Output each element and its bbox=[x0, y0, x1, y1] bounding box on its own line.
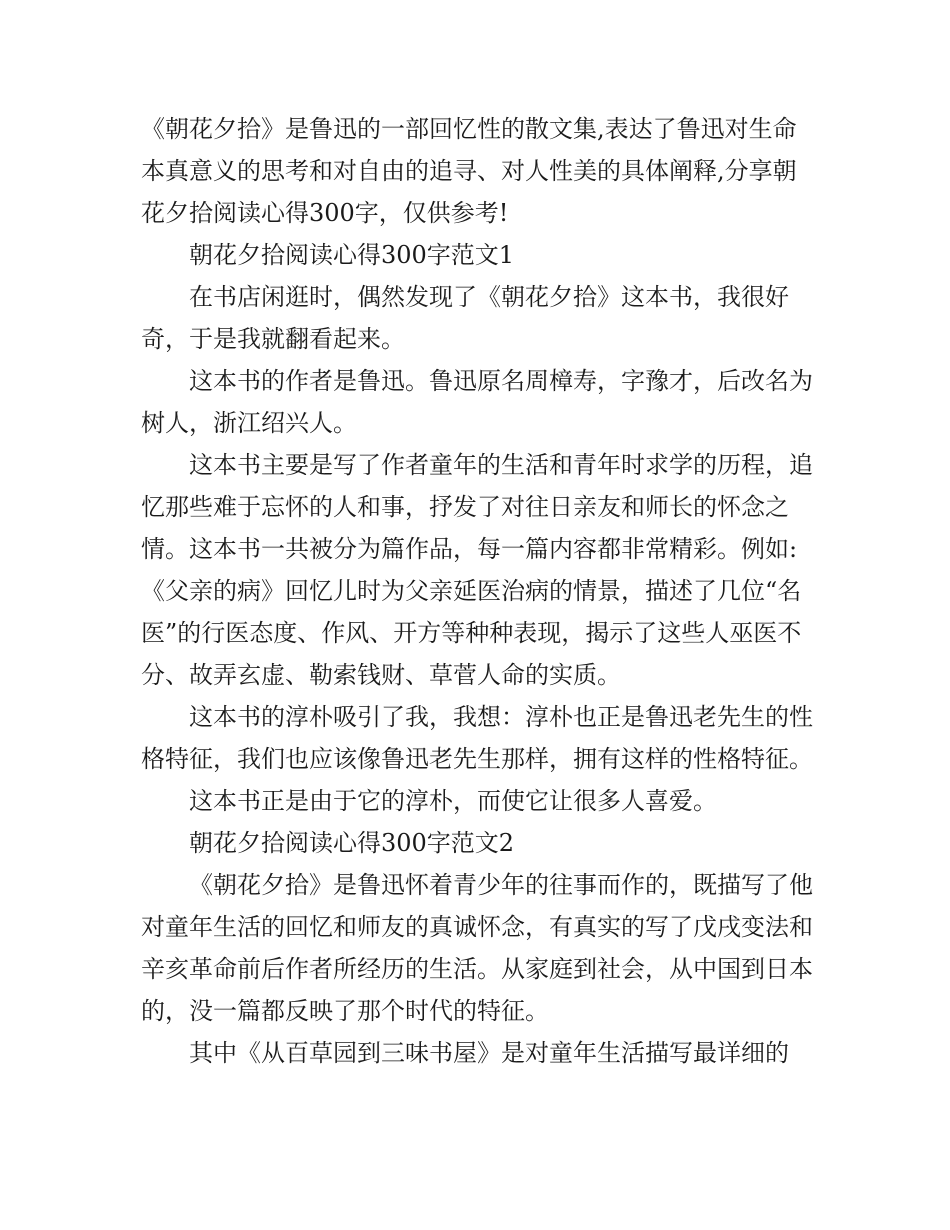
body-paragraph-continued: 其中《从百草园到三味书屋》是对童年生活描写最详细的 bbox=[189, 1039, 789, 1067]
section-heading-2: 朝花夕拾阅读心得300字范文2 bbox=[189, 829, 515, 857]
body-paragraph: 这本书主要是写了作者童年的生活和青年时求学的历程，追忆那些难于忘怀的人和事，抒发了对往日亲友和师长的怀念之情。这本书一共被分为篇作品，每一篇内容都非常精彩。例如:《父亲的病》回忆儿时为父亲延医治病的情景，描述了几位“名医”的行医态度、作风、开方等种种表现，揭示了这些人巫医不分、故弄玄虚、勒索钱财、草菅人命的实质。 bbox=[141, 451, 813, 689]
body-paragraph: 在书店闲逛时，偶然发现了《朝花夕拾》这本书，我很好奇，于是我就翻看起来。 bbox=[141, 283, 789, 353]
document-body bbox=[141, 108, 813, 1074]
body-paragraph: 这本书的淳朴吸引了我，我想：淳朴也正是鲁迅老先生的性格特征，我们也应该像鲁迅老先生那样，拥有这样的性格特征。 bbox=[141, 703, 813, 773]
body-paragraph: 《朝花夕拾》是鲁迅怀着青少年的往事而作的，既描写了他对童年生活的回忆和师友的真诚怀念，有真实的写了戊戌变法和辛亥革命前后作者所经历的生活。从家庭到社会，从中国到日本的，没一篇都反映了那个时代的特征。 bbox=[141, 871, 813, 1025]
section-heading-1: 朝花夕拾阅读心得300字范文1 bbox=[189, 241, 515, 269]
intro-paragraph: 《朝花夕拾》是鲁迅的一部回忆性的散文集,表达了鲁迅对生命本真意义的思考和对自由的追寻、对人性美的具体阐释,分享朝花夕拾阅读心得300字，仅供参考! bbox=[141, 115, 797, 227]
body-paragraph: 这本书的作者是鲁迅。鲁迅原名周樟寿，字豫才，后改名为树人，浙江绍兴人。 bbox=[141, 367, 813, 437]
body-paragraph: 这本书正是由于它的淳朴，而使它让很多人喜爱。 bbox=[189, 787, 717, 815]
